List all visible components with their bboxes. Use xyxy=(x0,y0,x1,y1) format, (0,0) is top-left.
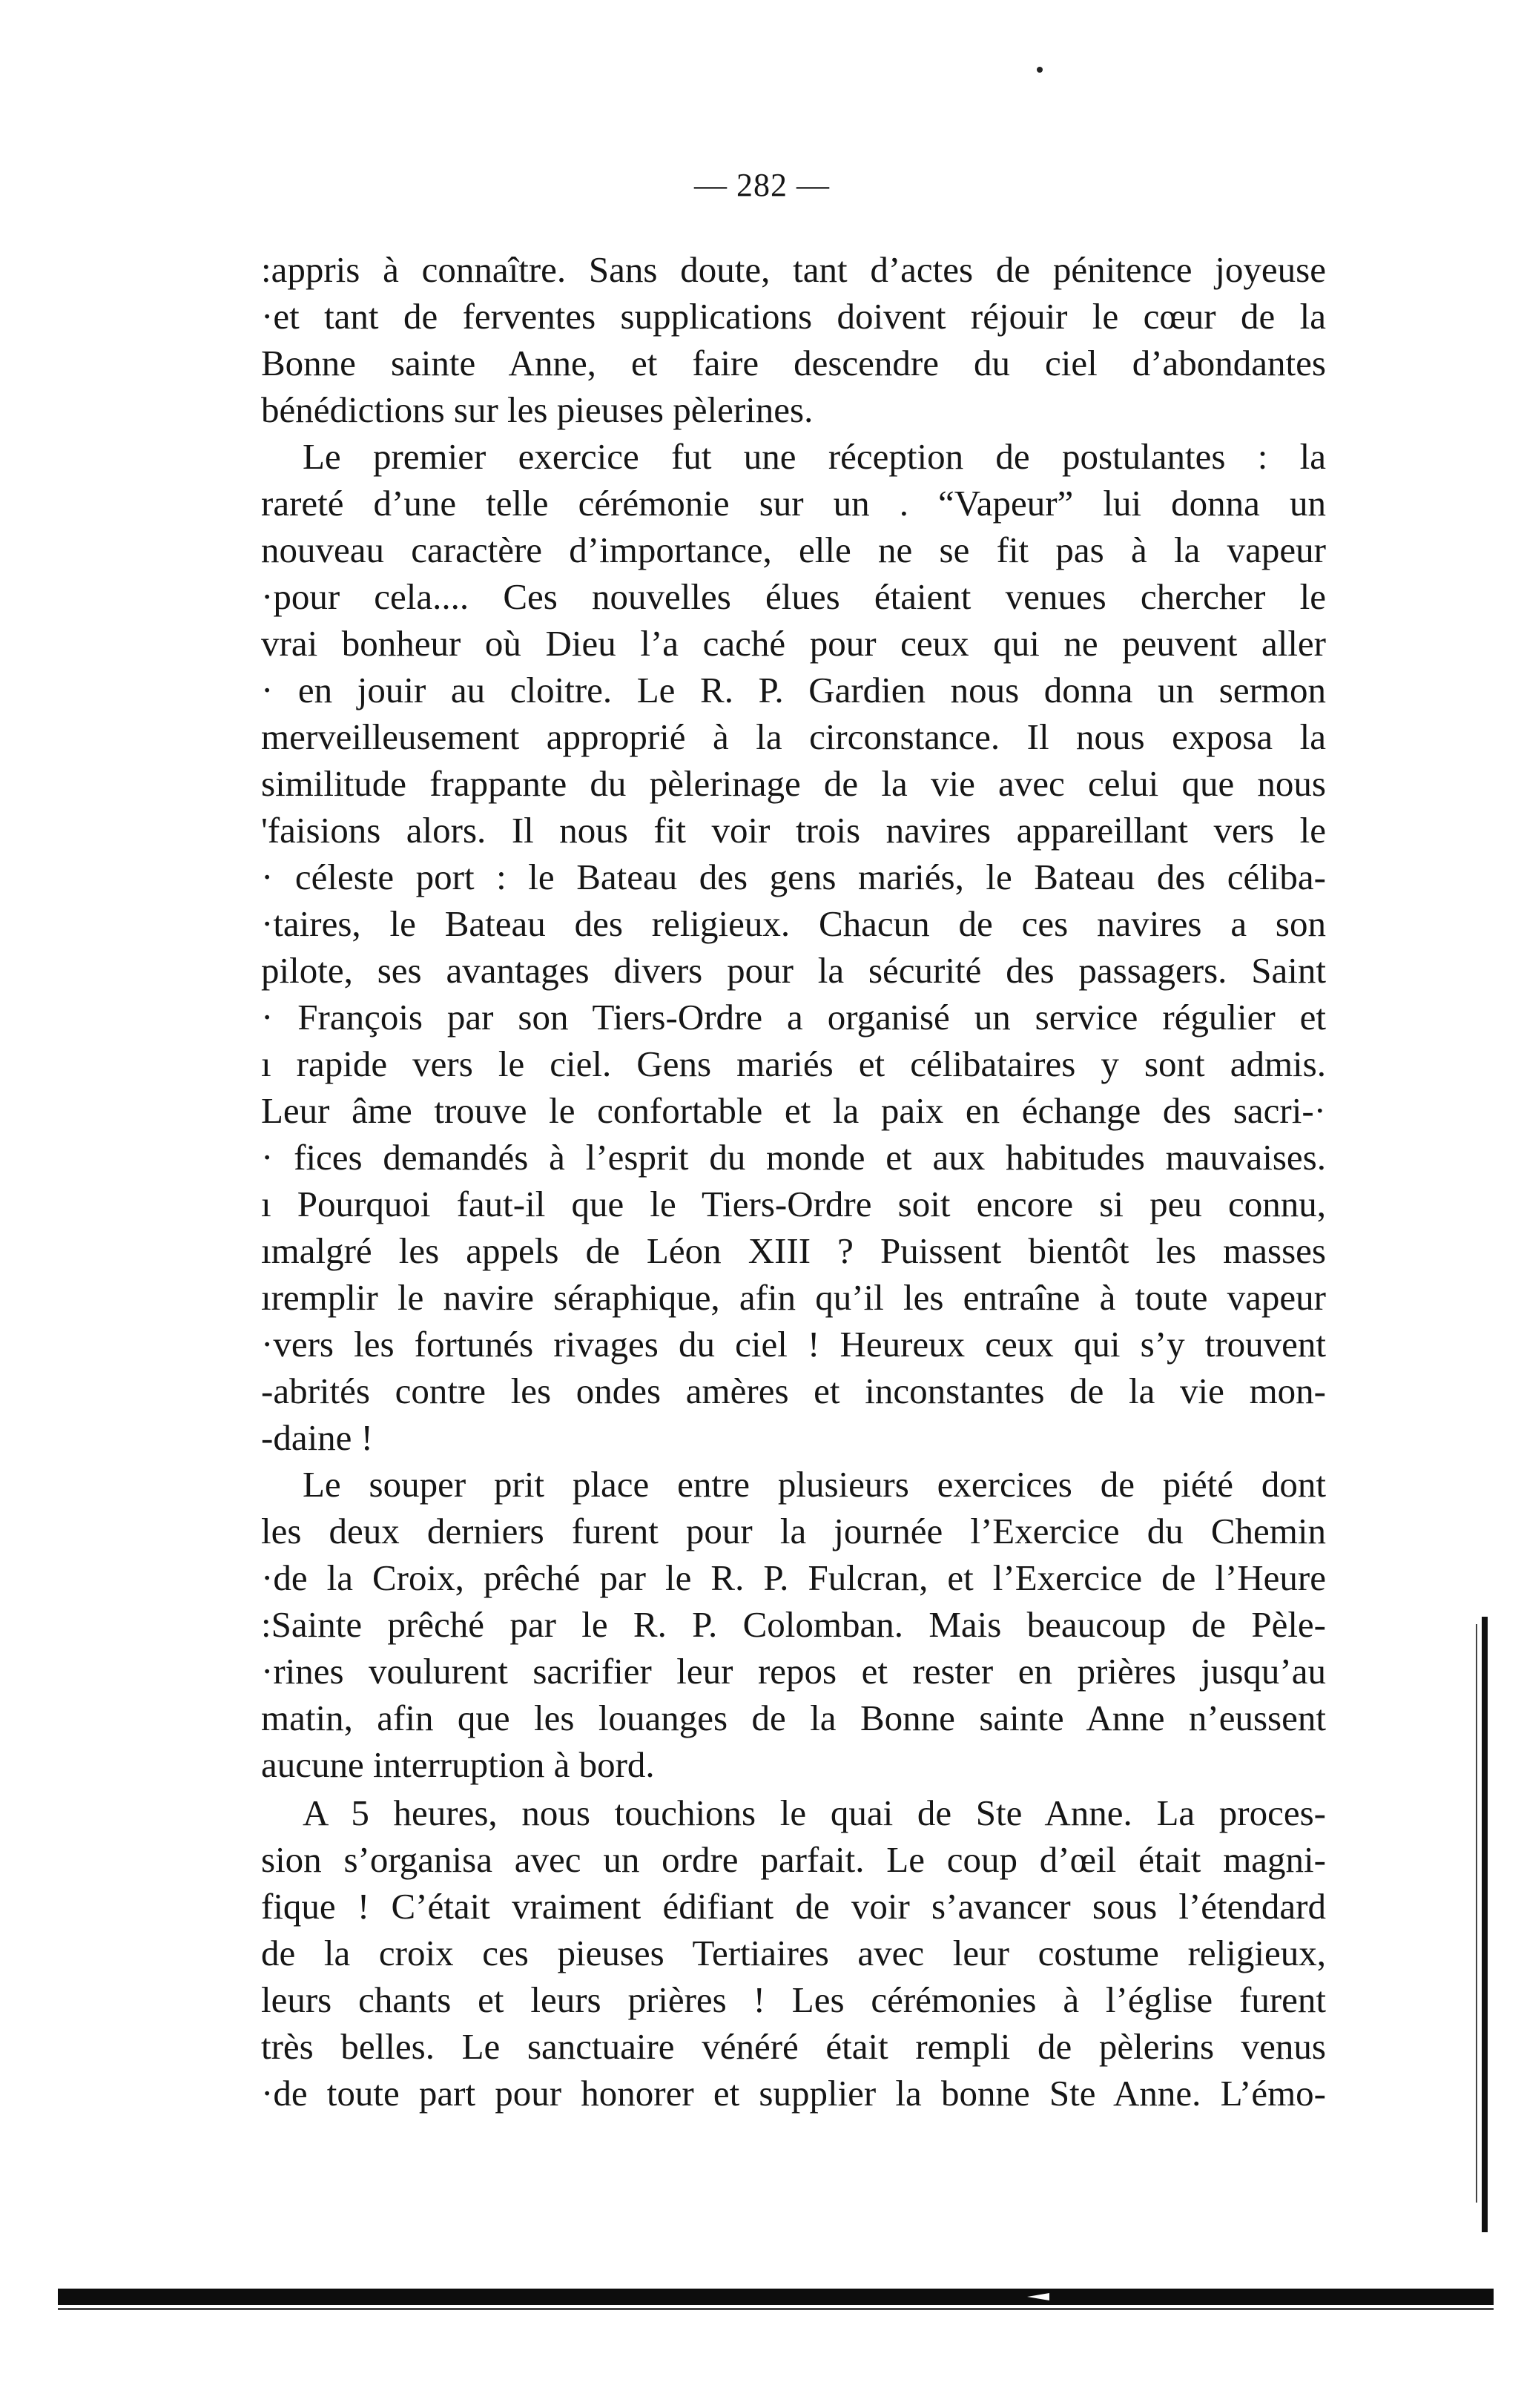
text-line: ıremplir le navire séraphique, afin qu’il les entraîne à toute vapeur xyxy=(261,1277,1326,1318)
text-line: ·vers les fortunés rivages du ciel ! Heureux ceux qui s’y trouvent xyxy=(261,1324,1326,1365)
text-line: ·pour cela.... Ces nouvelles élues étaient venues chercher le xyxy=(261,576,1326,617)
text-line: :Sainte prêché par le R. P. Colomban. Mais beaucoup de Pèle- xyxy=(261,1604,1326,1645)
text-line: sion s’organisa avec un ordre parfait. Le coup d’œil était magni- xyxy=(261,1839,1326,1880)
text-line: Le souper prit place entre plusieurs exercices de piété dont xyxy=(303,1464,1326,1505)
text-line: · fices demandés à l’esprit du monde et aux habitudes mauvaises. xyxy=(261,1137,1326,1178)
text-line: ·rines voulurent sacrifier leur repos et rester en prières jusqu’au xyxy=(261,1651,1326,1692)
text-line: très belles. Le sanctuaire vénéré était rempli de pèlerins venus xyxy=(261,2026,1326,2067)
text-line: vrai bonheur où Dieu l’a caché pour ceux qui ne peuvent aller xyxy=(261,623,1326,664)
text-line: bénédictions sur les pieuses pèlerines. xyxy=(261,389,814,430)
text-line: de la croix ces pieuses Tertiaires avec leur costume religieux, xyxy=(261,1933,1326,1973)
text-line: ·de la Croix, prêché par le R. P. Fulcran, et l’Exercice de l’Heure xyxy=(261,1557,1326,1598)
text-line: · céleste port : le Bateau des gens mariés, le Bateau des céliba- xyxy=(261,857,1326,897)
text-line: ı Pourquoi faut-il que le Tiers-Ordre soit encore si peu connu, xyxy=(261,1184,1326,1224)
text-line: nouveau caractère d’importance, elle ne se fit pas à la vapeur xyxy=(261,530,1326,570)
text-line: ·et tant de ferventes supplications doivent réjouir le cœur de la xyxy=(261,296,1326,337)
text-line: ı rapide vers le ciel. Gens mariés et célibataires y sont admis. xyxy=(261,1043,1326,1084)
print-speck xyxy=(1037,67,1043,73)
text-line: :appris à connaître. Sans doute, tant d’actes de pénitence joyeuse xyxy=(261,249,1326,290)
scan-edge-rule xyxy=(1482,1617,1488,2232)
text-line: -abrités contre les ondes amères et inconstantes de la vie mon- xyxy=(261,1370,1326,1411)
text-line: rareté d’une telle cérémonie sur un . “Vapeur” lui donna un xyxy=(261,483,1326,524)
text-line: similitude frappante du pèlerinage de la vie avec celui que nous xyxy=(261,763,1326,804)
text-line: 'faisions alors. Il nous fit voir trois navires appareillant vers le xyxy=(261,810,1326,851)
text-line: · en jouir au cloitre. Le R. P. Gardien nous donna un sermon xyxy=(261,670,1326,710)
text-line: -daine ! xyxy=(261,1417,373,1458)
text-line: Le premier exercice fut une réception de postulantes : la xyxy=(303,436,1326,477)
text-line: les deux derniers furent pour la journée l’Exercice du Chemin xyxy=(261,1511,1326,1551)
text-line: Leur âme trouve le confortable et la paix en échange des sacri-· xyxy=(261,1090,1326,1131)
text-line: Bonne sainte Anne, et faire descendre du ciel d’abondantes xyxy=(261,343,1326,383)
text-line: ·de toute part pour honorer et supplier la bonne Ste Anne. L’émo- xyxy=(261,2073,1326,2114)
text-line: A 5 heures, nous touchions le quai de Ste Anne. La proces- xyxy=(303,1792,1326,1833)
text-line: pilote, ses avantages divers pour la sécurité des passagers. Saint xyxy=(261,950,1326,991)
text-line: · François par son Tiers-Ordre a organisé un service régulier et xyxy=(261,997,1326,1038)
text-line: merveilleusement approprié à la circonstance. Il nous exposa la xyxy=(261,716,1326,757)
text-line: fique ! C’était vraiment édifiant de voir s’avancer sous l’étendard xyxy=(261,1886,1326,1927)
scan-bottom-bar xyxy=(58,2289,1494,2305)
text-line: ımalgré les appels de Léon XIII ? Puissent bientôt les masses xyxy=(261,1230,1326,1271)
scan-edge-rule-thin xyxy=(1476,1624,1477,2203)
page-number: — 282 — xyxy=(694,167,830,203)
text-line: leurs chants et leurs prières ! Les cérémonies à l’église furent xyxy=(261,1979,1326,2020)
text-line: ·taires, le Bateau des religieux. Chacun de ces navires a son xyxy=(261,903,1326,944)
text-line: matin, afin que les louanges de la Bonne sainte Anne n’eussent xyxy=(261,1698,1326,1738)
body-text xyxy=(261,246,1326,2117)
scan-bottom-rule xyxy=(58,2308,1494,2310)
text-line: aucune interruption à bord. xyxy=(261,1744,655,1785)
